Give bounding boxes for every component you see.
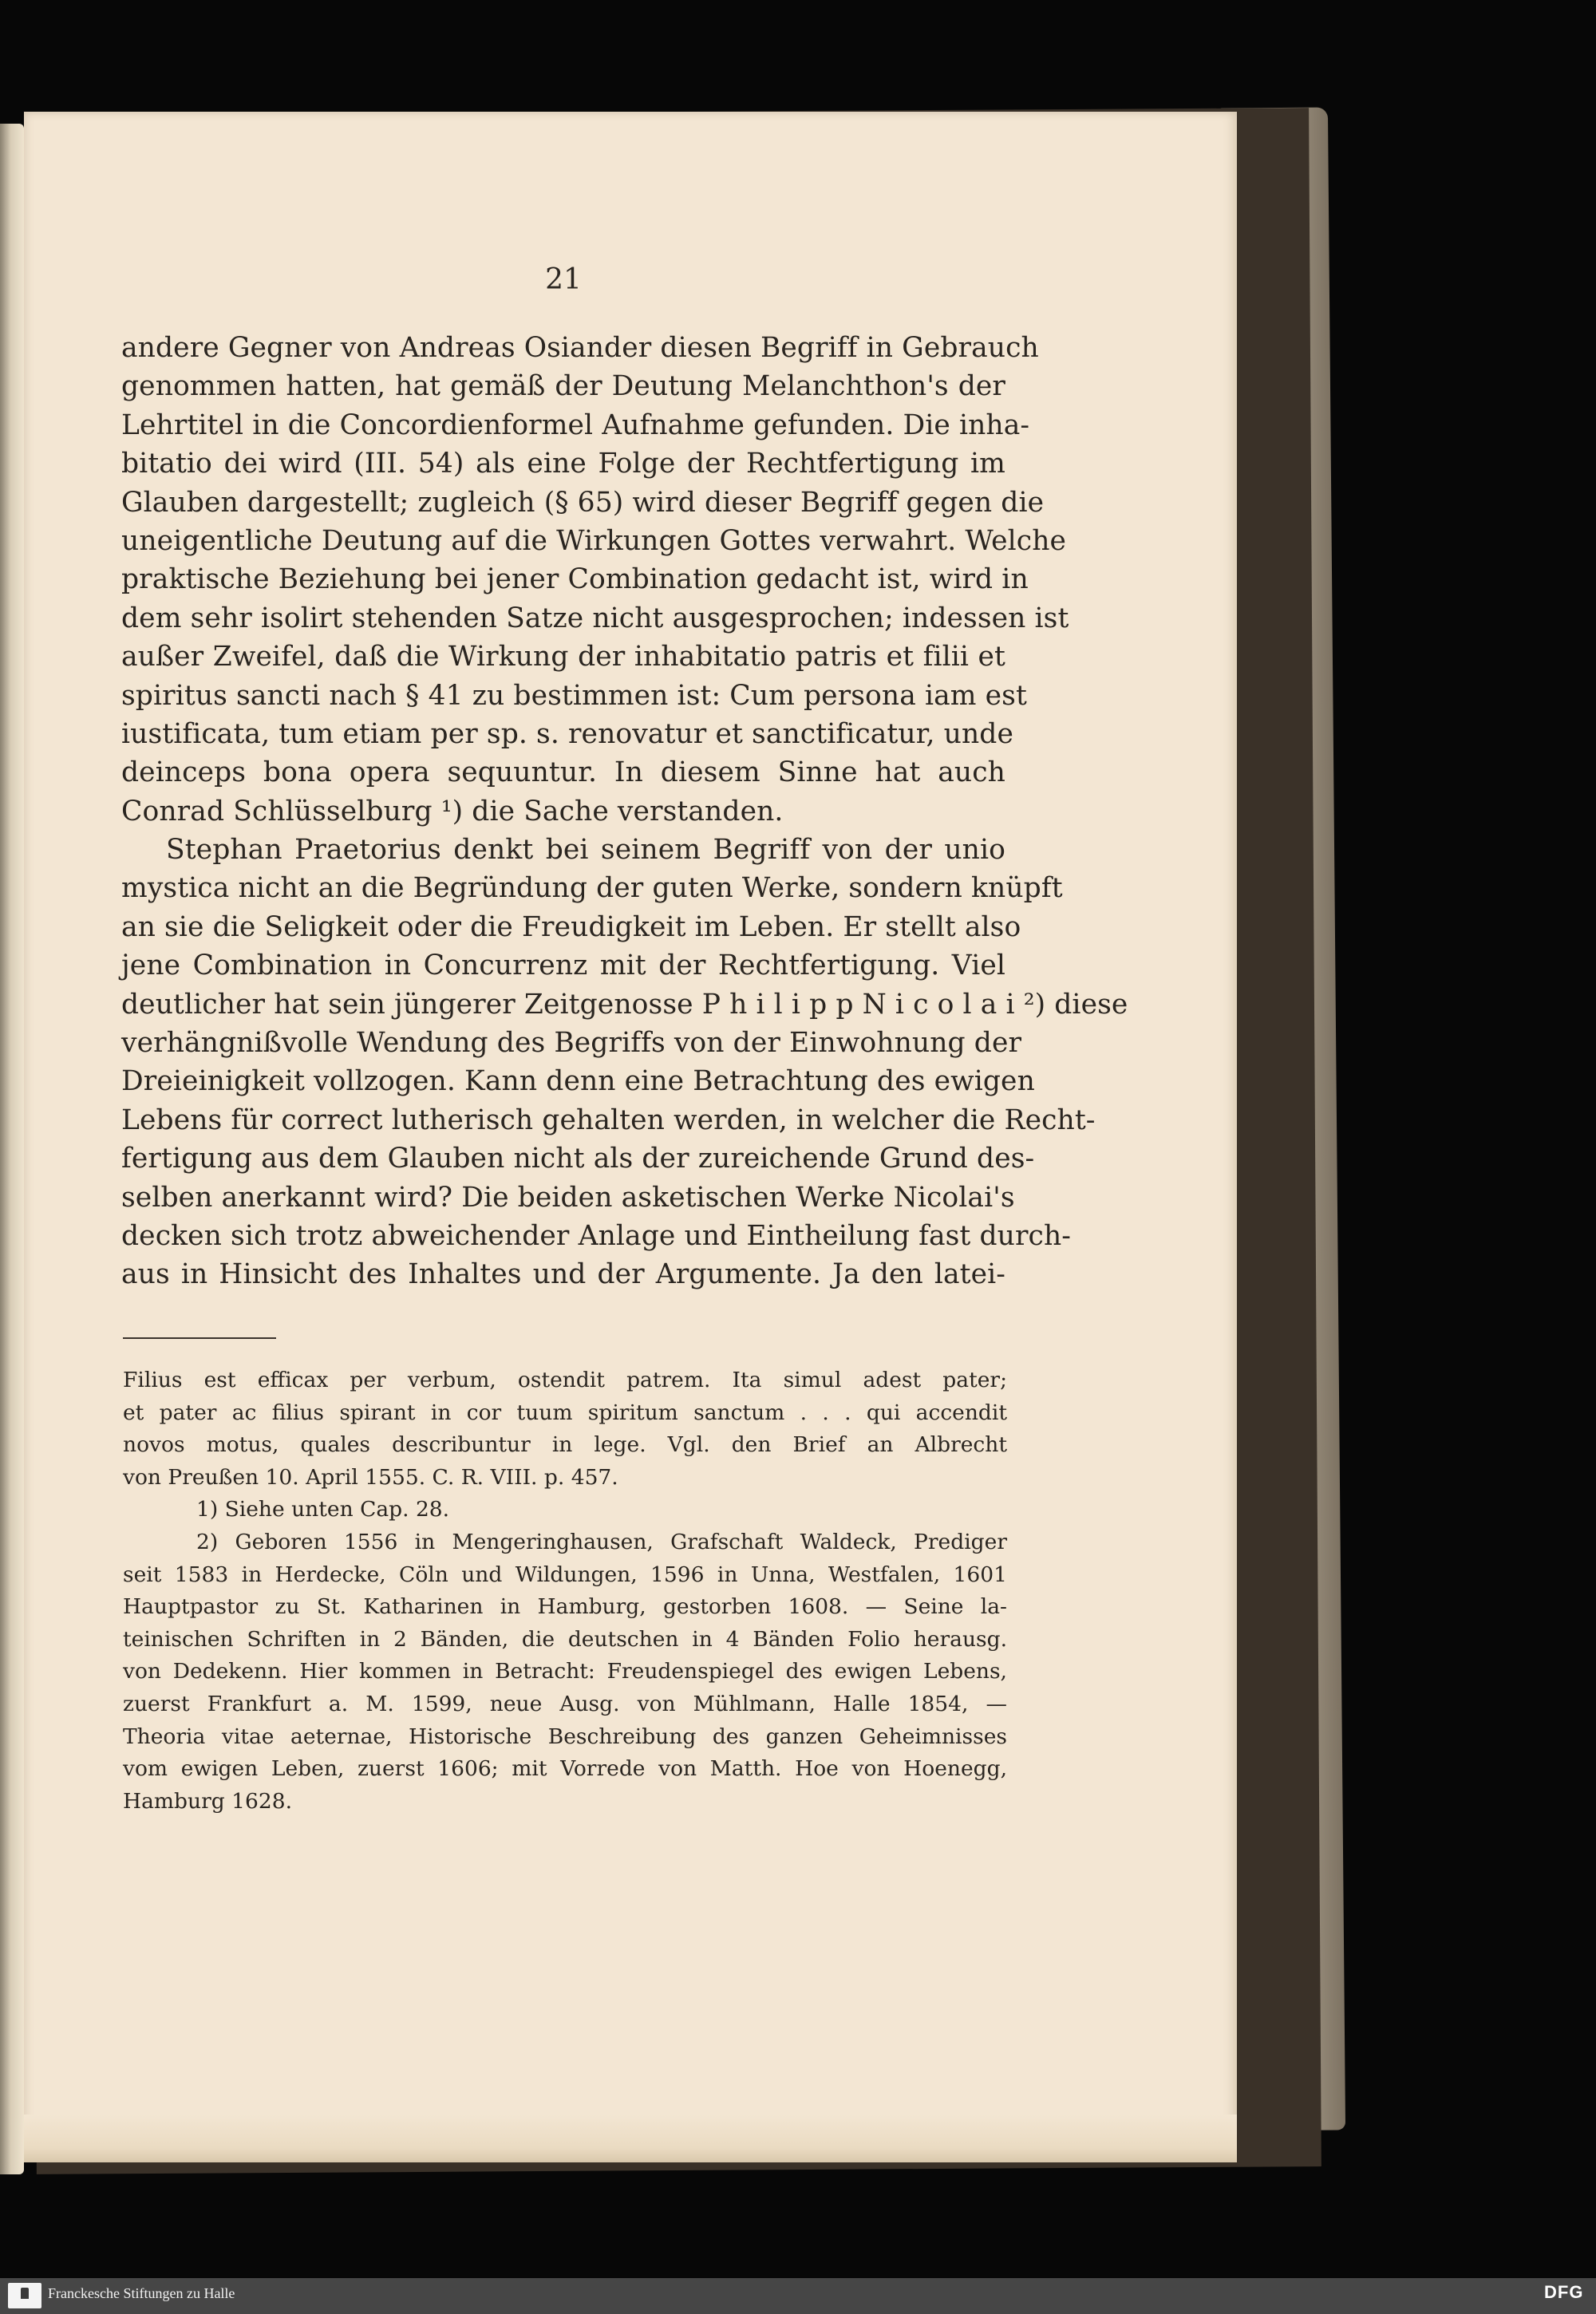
footnote-line: teinischen Schriften in 2 Bänden, die deutschen in 4 Bänden Folio herausg. (123, 1626, 1007, 1652)
page-bottom-edge (24, 2115, 1237, 2162)
footnote-line: novos motus, quales describuntur in lege. Vgl. den Brief an Albrecht (123, 1432, 1007, 1458)
main-text (121, 329, 1128, 1294)
footer-bar (0, 2278, 1596, 2314)
text-line: genommen hatten, hat gemäß der Deutung Melanchthon's der (121, 370, 1005, 403)
footnote-line: Hamburg 1628. (123, 1788, 292, 1814)
text-line: außer Zweifel, daß die Wirkung der inhabitatio patris et filii et (121, 641, 1005, 673)
text-line: selben anerkannt wird? Die beiden asketischen Werke Nicolai's (121, 1181, 1015, 1214)
text-line: deinceps bona opera sequuntur. In diesem Sinne hat auch (121, 756, 1005, 789)
text-line: aus in Hinsicht des Inhaltes und der Argumente. Ja den latei- (121, 1258, 1005, 1291)
footnote-line: 1) Siehe unten Cap. 28. (196, 1497, 450, 1522)
text-line: iustificata, tum etiam per sp. s. renovatur et sanctificatur, unde (121, 717, 1013, 750)
institution-logo-icon (8, 2283, 41, 2308)
text-line: decken sich trotz abweichender Anlage und Eintheilung fast durch- (121, 1219, 1072, 1252)
footnote-line: Filius est efficax per verbum, ostendit patrem. Ita simul adest pater; (123, 1368, 1007, 1392)
footnotes (123, 1364, 1007, 1818)
text-line: Stephan Praetorius denkt bei seinem Begriff von der unio (166, 834, 1005, 867)
footnote-line: von Dedekenn. Hier kommen in Betracht: Freudenspiegel des ewigen Lebens, (123, 1659, 1007, 1684)
footnote-line: seit 1583 in Herdecke, Cöln und Wildungen, 1596 in Unna, Westfalen, 1601 (123, 1562, 1007, 1587)
footnote-line: et pater ac filius spirant in cor tuum spiritum sanctum . . . qui accendit (123, 1400, 1007, 1425)
text-line: Glauben dargestellt; zugleich (§ 65) wird dieser Begriff gegen die (121, 486, 1045, 519)
text-line: andere Gegner von Andreas Osiander diesen Begriff in Gebrauch (121, 332, 1039, 364)
text-line: verhängnißvolle Wendung des Begriffs von der Einwohnung der (121, 1027, 1022, 1060)
funder-logo: DFG (1544, 2282, 1584, 2302)
footnote-line: vom ewigen Leben, zuerst 1606; mit Vorrede von Matth. Hoe von Hoenegg, (123, 1756, 1007, 1782)
footnote-line: 2) Geboren 1556 in Mengeringhausen, Grafschaft Waldeck, Prediger (196, 1529, 1007, 1554)
text-line: fertigung aus dem Glauben nicht als der zureichende Grund des- (121, 1143, 1035, 1175)
text-line: uneigentliche Deutung auf die Wirkungen Gottes verwahrt. Welche (121, 524, 1067, 557)
text-line: jene Combination in Concurrenz mit der Rechtfertigung. Viel (121, 950, 1005, 982)
text-line: Dreieinigkeit vollzogen. Kann denn eine Betrachtung des ewigen (121, 1065, 1035, 1098)
page-number: 21 (545, 263, 582, 296)
text-line: spiritus sancti nach § 41 zu bestimmen ist: Cum persona iam est (121, 679, 1027, 712)
text-line: mystica nicht an die Begründung der guten Werke, sondern knüpft (121, 872, 1063, 905)
footnote-divider (123, 1337, 276, 1339)
footnote-line: Theoria vitae aeternae, Historische Beschreibung des ganzen Geheimnisses (123, 1724, 1007, 1749)
footnote-line: Hauptpastor zu St. Katharinen in Hamburg, gestorben 1608. — Seine la- (123, 1594, 1007, 1620)
text-line: deutlicher hat sein jüngerer Zeitgenosse P h i l i p p N i c o l a i ²) diese (121, 988, 1128, 1021)
text-line: Conrad Schlüsselburg ¹) die Sache verstanden. (121, 795, 784, 827)
text-line: Lehrtitel in die Concordienformel Aufnahme gefunden. Die inha- (121, 409, 1030, 441)
text-line: praktische Beziehung bei jener Combination gedacht ist, wird in (121, 563, 1029, 596)
text-line: Lebens für correct lutherisch gehalten werden, in welcher die Recht- (121, 1104, 1096, 1136)
footnote-line: zuerst Frankfurt a. M. 1599, neue Ausg. von Mühlmann, Halle 1854, — (123, 1691, 1007, 1716)
institution-name: Franckesche Stiftungen zu Halle (48, 2285, 235, 2301)
text-line: an sie die Seligkeit oder die Freudigkeit im Leben. Er stellt also (121, 910, 1021, 943)
facing-page-edge (0, 124, 24, 2174)
text-line: dem sehr isolirt stehenden Satze nicht ausgesprochen; indessen ist (121, 602, 1069, 634)
text-line: bitatio dei wird (III. 54) als eine Folge der Rechtfertigung im (121, 448, 1005, 480)
footnote-line: von Preußen 10. April 1555. C. R. VIII. p. 457. (123, 1464, 618, 1490)
